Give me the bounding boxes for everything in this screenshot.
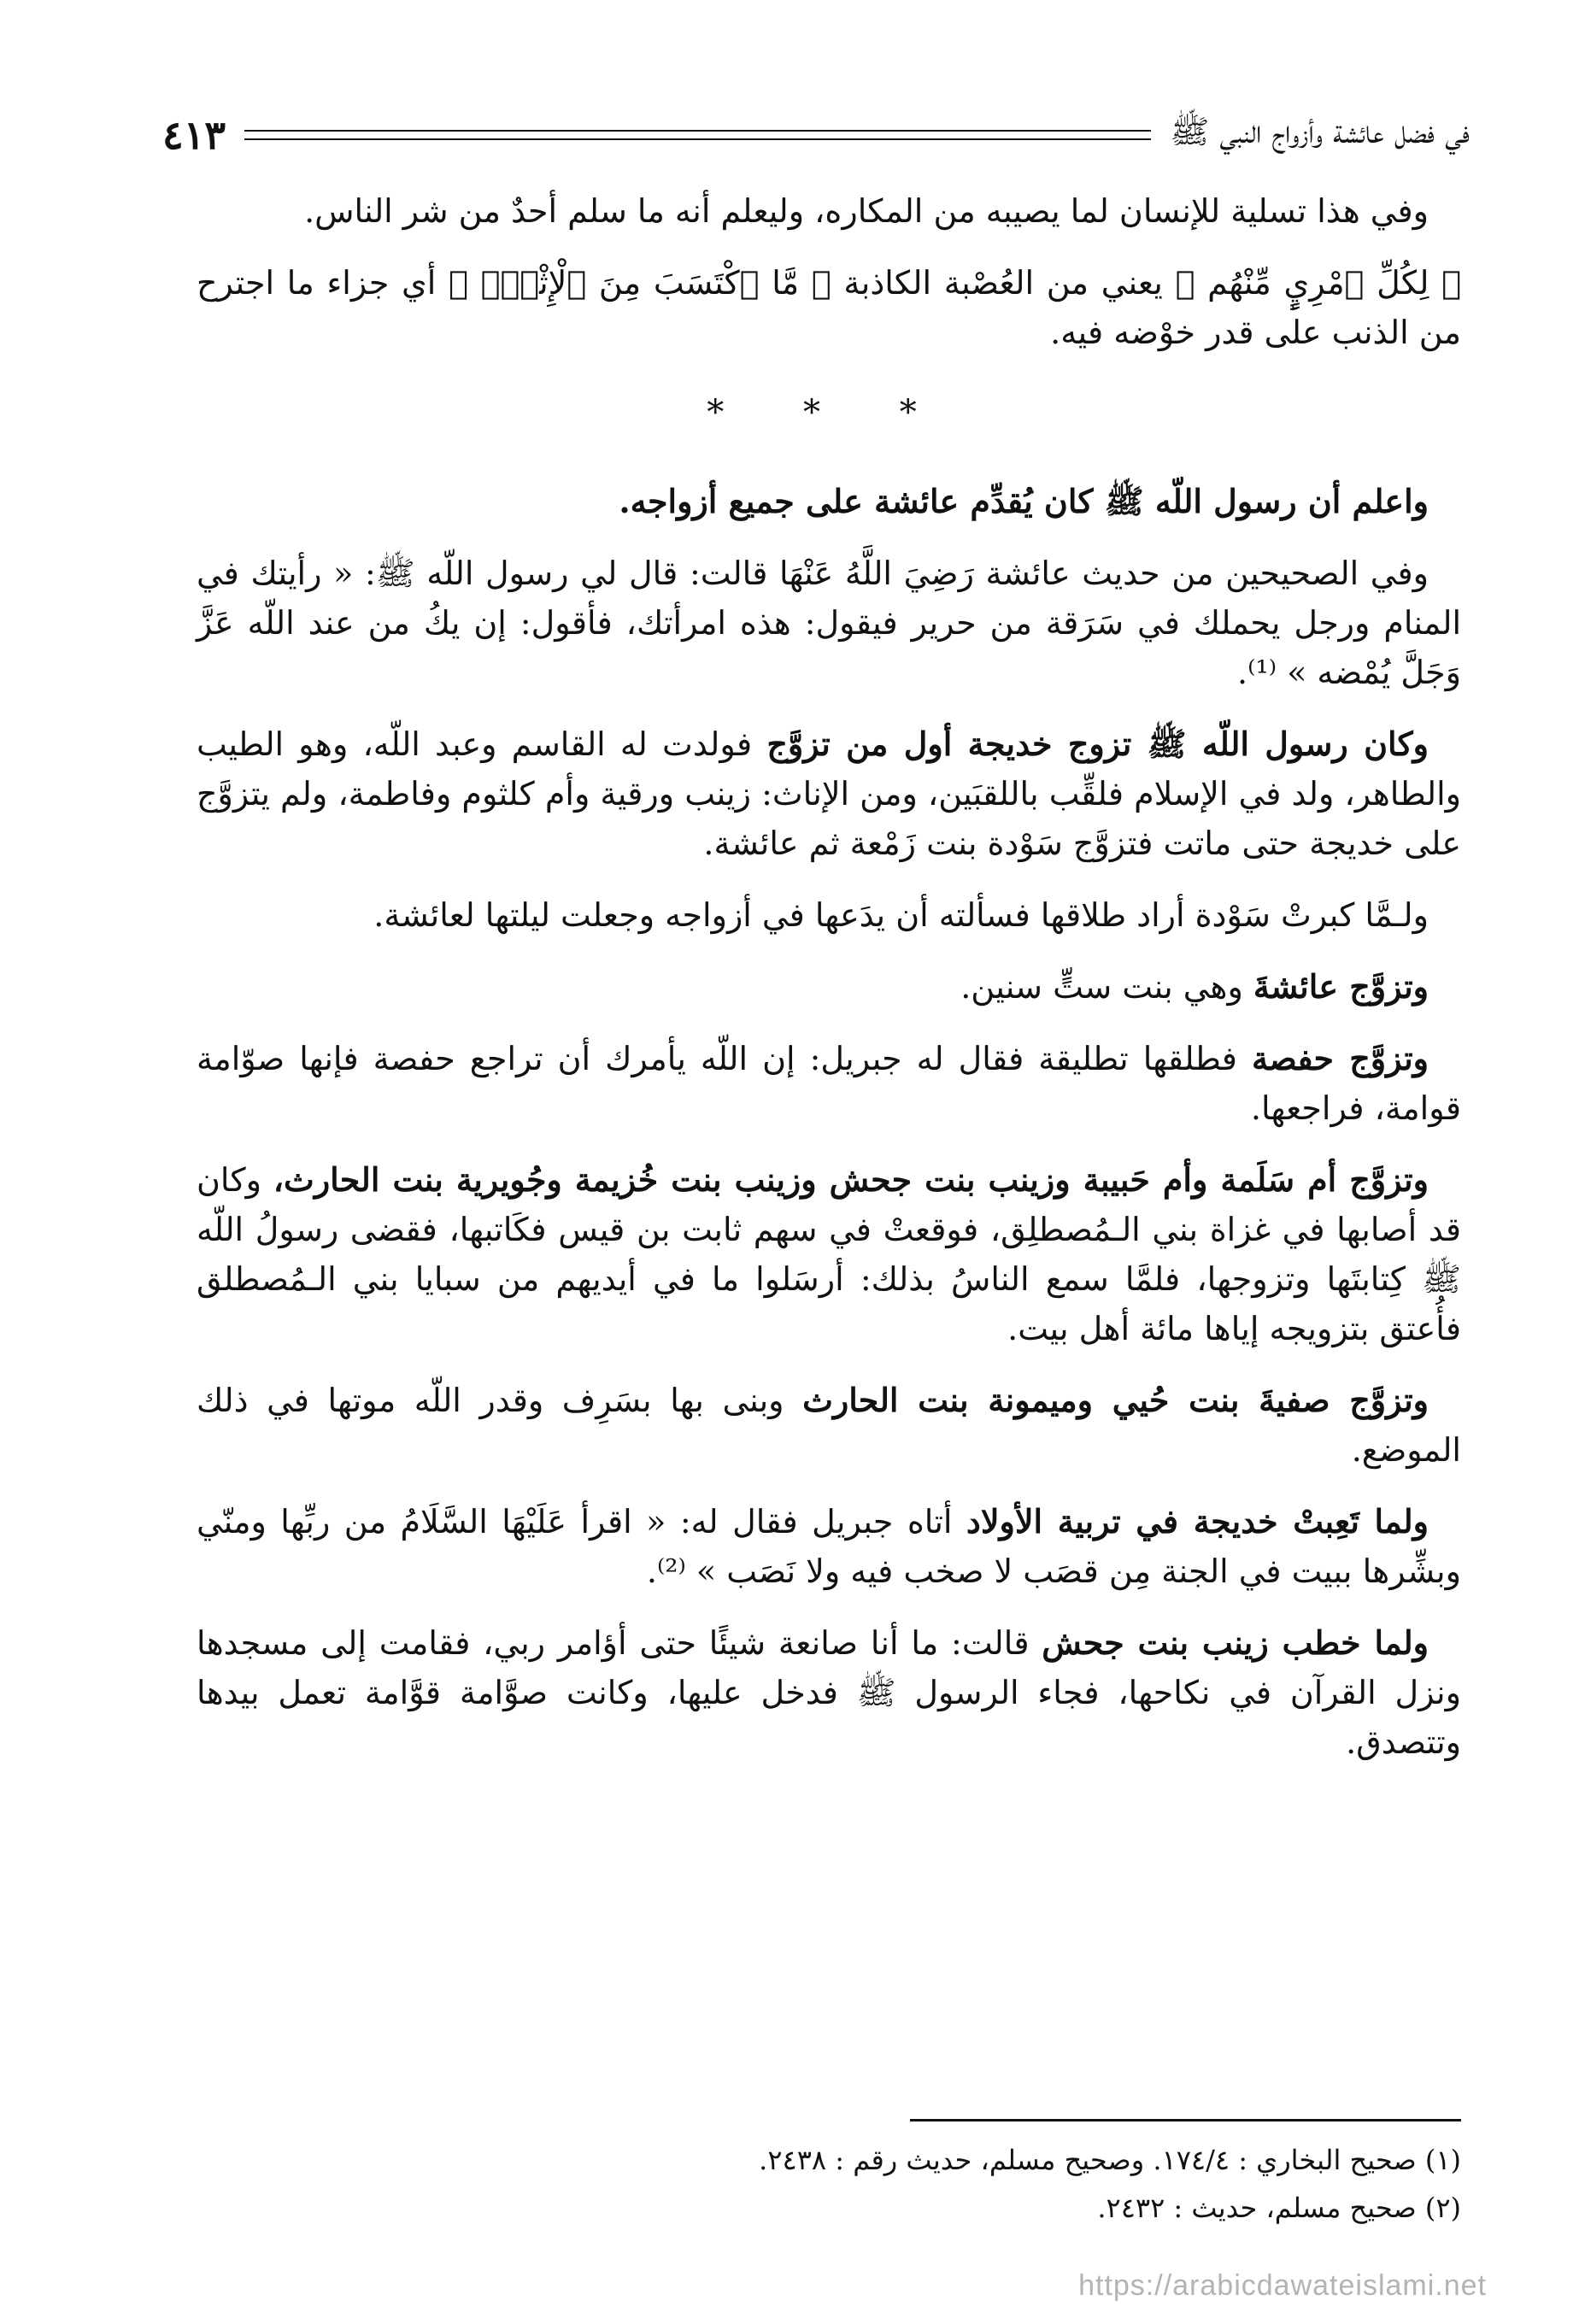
header-title: في فضل عائشة وأزواج النبي ﷺ bbox=[1170, 112, 1470, 150]
paragraph-text: قالت: ما أنا صانعة شيئًا حتى أؤامر ربي، فقامت إلى مسجدها ونزل القرآن في نكاحها، فجاء الرسول ﷺ فدخل عليها، وكانت صوَّامة قوَّامة تعمل بيدها وتتصدق. bbox=[197, 1624, 1461, 1761]
paragraph bbox=[197, 1034, 1461, 1133]
footnote-1: (١) صحيح البخاري : ١٧٤/٤. وصحيح مسلم، حديث رقم : ٢٤٣٨. bbox=[759, 2144, 1461, 2176]
paragraph: ولـمَّا كبرتْ سَوْدة أراد طلاقها فسألته أن يدَعها في أزواجه وجعلت ليلتها لعائشة. bbox=[373, 896, 1429, 934]
footnotes bbox=[513, 2136, 1461, 2232]
bold-lead: وتزوَّج أم سَلَمة وأم حَبيبة وزينب بنت جحش وزينب بنت خُزيمة وجُويرية بنت الحارث، bbox=[273, 1160, 1429, 1199]
paragraph bbox=[197, 962, 1461, 1012]
watermark-url: https://arabicdawateislami.net bbox=[1078, 2269, 1487, 2302]
bold-lead: وتزوَّج صفيةَ بنت حُيي وميمونة بنت الحارث bbox=[802, 1381, 1429, 1419]
paragraph: وفي هذا تسلية للإنسان لما يصيبه من المكاره، وليعلم أنه ما سلم أحدٌ من شر الناس. bbox=[304, 192, 1429, 230]
main-text bbox=[197, 186, 1461, 1789]
section-heading bbox=[197, 477, 1461, 526]
footnote-2: (٢) صحيح مسلم، حديث : ٢٤٣٢. bbox=[1097, 2192, 1461, 2224]
bold-lead: وكان رسول اللّه ﷺ تزوج خديجة أول من تزوَّج bbox=[766, 725, 1429, 763]
bold-lead: وتزوَّج حفصة bbox=[1252, 1039, 1429, 1077]
paragraph: وفي الصحيحين من حديث عائشة رَضِيَ اللَّهُ عَنْهَا قالت: قال لي رسول اللّه ﷺ: « رأيتك في المنام ورجل يحملك في سَرَقة من حرير فيقول: هذه امرأتك، فأقول: إن يكُ من عند اللّه عَزَّ وَجَلَّ يُمْضه » ⁽¹⁾. bbox=[197, 555, 1461, 691]
paragraph-text: وهي بنت ستٍّ سنين. bbox=[960, 968, 1253, 1006]
paragraph bbox=[197, 1376, 1461, 1475]
paragraph bbox=[197, 1618, 1461, 1767]
paragraph-text: فطلقها تطليقة فقال له جبريل: إن اللّه يأمرك أن تراجع حفصة فإنها صوّامة قوامة، فراجعها. bbox=[197, 1040, 1461, 1127]
paragraph-text: وكان قد أصابها في غزاة بني الـمُصطلِق، فوقعتْ في سهم ثابت بن قيس فكَاتبها، فقضى رسولُ اللّه ﷺ كِتابتَها وتزوجها، فلمَّا سمع الناسُ بذلك: أرسَلوا ما في أيديهم من سبايا بني الـمُصطلق فأُعتق بتزويجه إياها مائة أهل بيت. bbox=[197, 1161, 1461, 1347]
paragraph-text: أتاه جبريل فقال له: « اقرأ عَلَيْهَا السَّلَامُ من ربِّها ومنّي وبشِّرها ببيت في الجنة مِن قصَب لا صخب فيه ولا نَصَب » ⁽²⁾. bbox=[197, 1503, 1461, 1590]
bold-lead: ولما خطب زينب بنت جحش bbox=[1042, 1623, 1429, 1662]
paragraph bbox=[197, 1497, 1461, 1596]
running-header bbox=[162, 109, 1470, 161]
bold-lead: وتزوَّج عائشةَ bbox=[1253, 967, 1429, 1006]
section-separator: * * * bbox=[707, 393, 951, 432]
paragraph-text: فولدت له القاسم وعبد اللّه، وهو الطيب والطاهر، ولد في الإسلام فلقِّب باللقبَين، ومن الإناث: زينب ورقية وأم كلثوم وفاطمة، ولم يتزوَّج على خديجة حتى ماتت فتزوَّج سَوْدة بنت زَمْعة ثم عائشة. bbox=[197, 725, 1461, 862]
quran-paragraph: ﴿ لِكُلِّ ٱمْرِيٍٕ مِّنْهُم ﴾ يعني من العُصْبة الكاذبة ﴿ مَّا ٱكْتَسَبَ مِنَ ٱلْإِثْمِۚ ﴾ أي جزاء ما اجترح من الذنب على قدر خوْضه فيه. bbox=[197, 264, 1461, 351]
paragraph bbox=[197, 1155, 1461, 1353]
footnote-divider bbox=[910, 2119, 1461, 2122]
bold-lead: ولما تَعِبتْ خديجة في تربية الأولاد bbox=[966, 1502, 1429, 1541]
header-double-rule bbox=[244, 130, 1151, 140]
paragraph bbox=[197, 719, 1461, 868]
bold-lead: واعلم أن رسول اللّه ﷺ كان يُقدِّم عائشة على جميع أزواجه. bbox=[619, 482, 1429, 520]
paragraph-text: وبنى بها بسَرِف وقدر اللّه موتها في ذلك الموضع. bbox=[197, 1382, 1461, 1469]
page-number: ٤١٣ bbox=[162, 112, 226, 158]
